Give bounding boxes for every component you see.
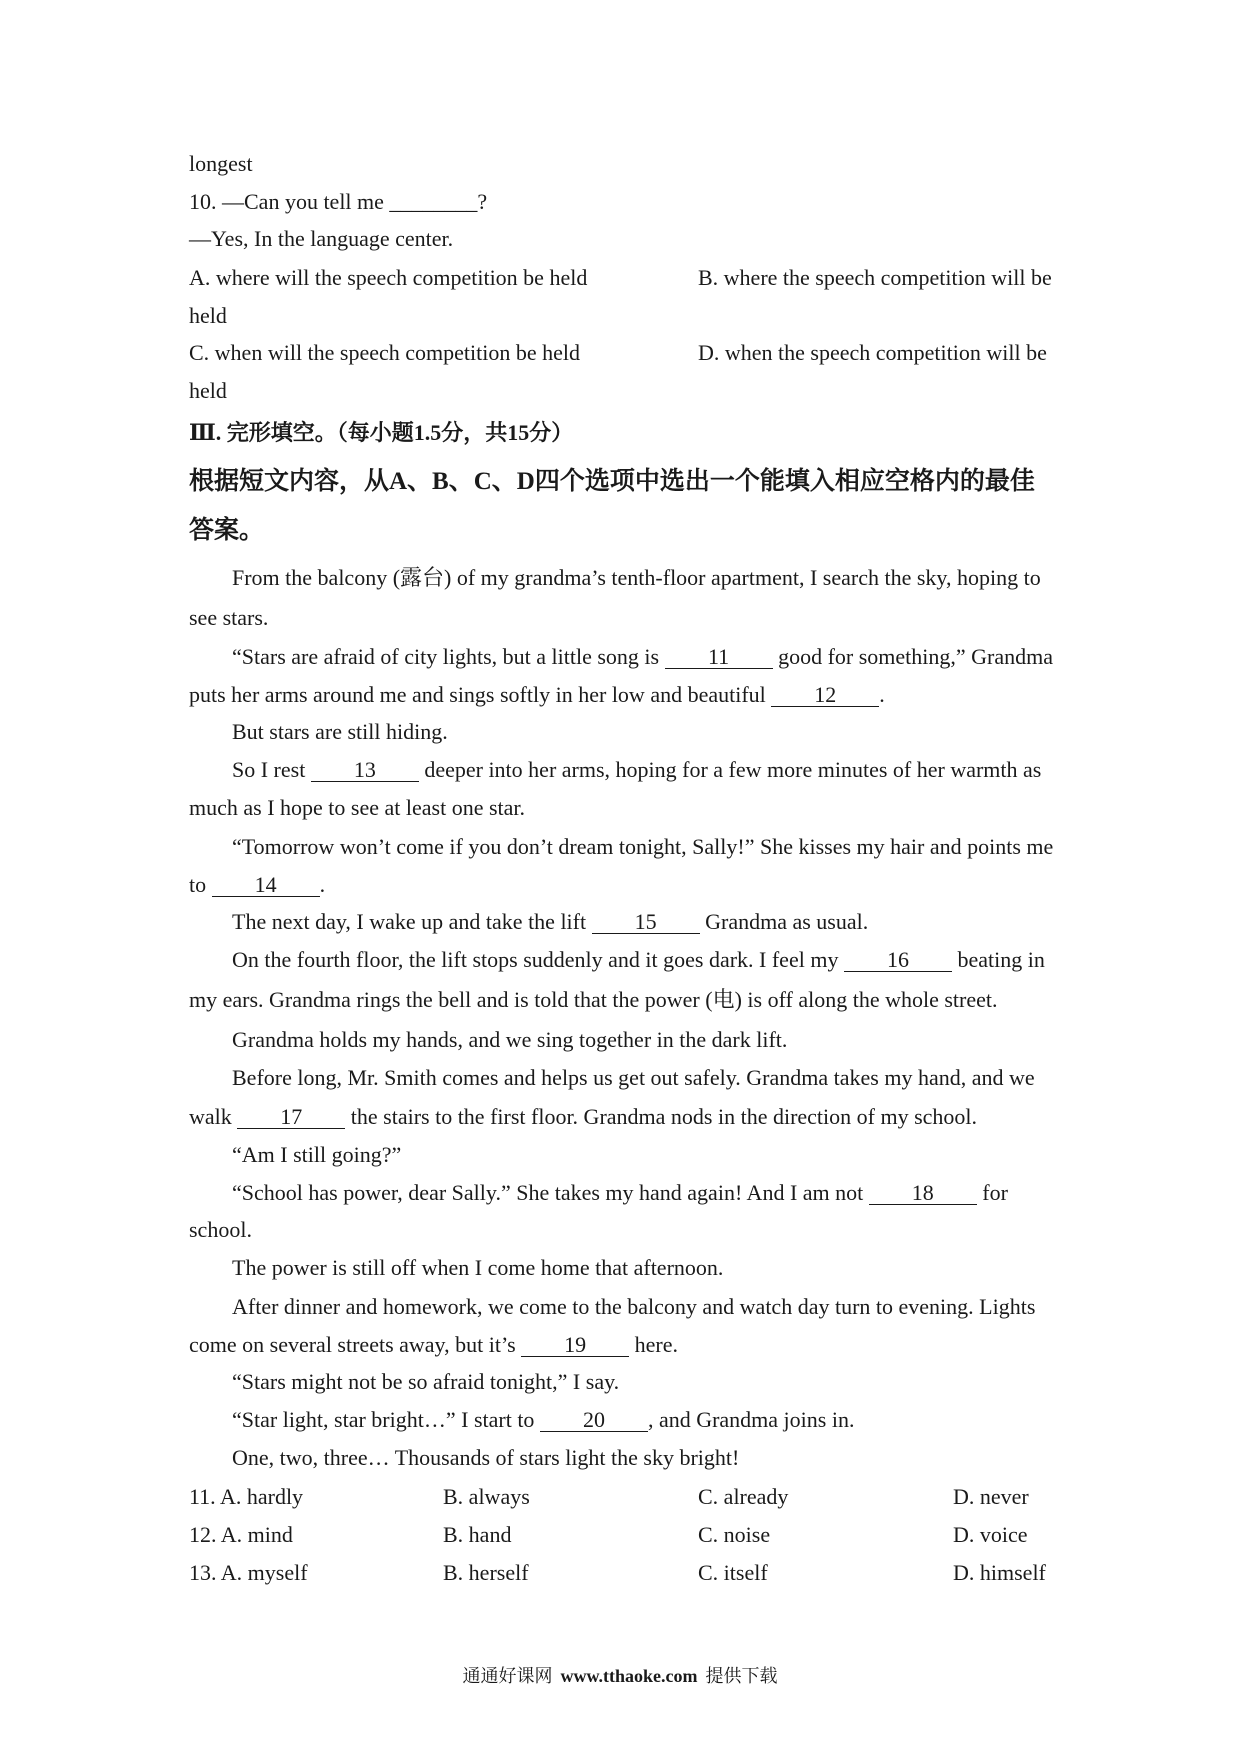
- passage-line: [189, 1326, 678, 1364]
- passage-text: the stairs to the first floor. Grandma nods in the direction of my school.: [345, 1104, 978, 1129]
- passage-line: But stars are still hiding.: [232, 719, 448, 744]
- footer-site-name: 通通好课网: [462, 1666, 553, 1686]
- blank-12: 12: [771, 684, 879, 707]
- passage-text: come on several streets away, but it’s: [189, 1332, 522, 1357]
- passage-line: [189, 866, 325, 904]
- passage-text: “School has power, dear Sally.” She takes my hand again! And I am not: [232, 1180, 869, 1205]
- blank-14: 14: [212, 874, 320, 897]
- passage-text: .: [879, 682, 885, 707]
- choice-12-b: B. hand: [443, 1522, 512, 1547]
- footer-url: www.tthaoke.com: [560, 1666, 698, 1686]
- option-c: C. when will the speech competition be held: [189, 340, 581, 365]
- option-b-line2: held: [189, 303, 227, 328]
- passage-text: good for something,” Grandma: [772, 644, 1054, 669]
- passage-text: here.: [629, 1332, 678, 1357]
- option-a: A. where will the speech competition be held: [189, 265, 588, 290]
- passage-line: [232, 1401, 854, 1439]
- passage-line: my ears. Grandma rings the bell and is told that the power (电) is off along the whole street.: [189, 987, 998, 1012]
- passage-text: On the fourth floor, the lift stops suddenly and it goes dark. I feel my: [232, 947, 844, 972]
- page-footer: [0, 1658, 1240, 1694]
- footer-tagline: 提供下载: [705, 1666, 778, 1686]
- choice-11-d: D. never: [953, 1484, 1029, 1509]
- passage-line: [189, 1098, 977, 1136]
- choice-13-d: D. himself: [953, 1560, 1046, 1585]
- passage-text: for: [976, 1180, 1008, 1205]
- passage-line: After dinner and homework, we come to the balcony and watch day turn to evening. Lights: [232, 1294, 1036, 1319]
- passage-text: The next day, I wake up and take the lift: [232, 909, 592, 934]
- passage-text: deeper into her arms, hoping for a few more minutes of her warmth as: [418, 757, 1042, 782]
- passage-text: .: [319, 872, 326, 897]
- passage-text: beating in: [951, 947, 1045, 972]
- blank-20: 20: [540, 1409, 648, 1432]
- passage-line: [232, 1174, 1008, 1212]
- passage-text: puts her arms around me and sings softly in her low and beautiful: [189, 682, 772, 707]
- choice-11-b: B. always: [443, 1484, 530, 1509]
- blank-13: 13: [311, 759, 419, 782]
- passage-line: see stars.: [189, 605, 269, 630]
- passage-line: [232, 751, 1041, 789]
- passage-line: Before long, Mr. Smith comes and helps us get out safely. Grandma takes my hand, and we: [232, 1065, 1035, 1090]
- blank-15: 15: [592, 911, 700, 934]
- passage-line: school.: [189, 1217, 252, 1242]
- choice-13-c: C. itself: [698, 1560, 768, 1585]
- passage-line: The power is still off when I come home that afternoon.: [232, 1255, 724, 1280]
- choice-12-d: D. voice: [953, 1522, 1028, 1547]
- blank-16: 16: [844, 949, 952, 972]
- blank-17: 17: [237, 1106, 345, 1129]
- option-d-line2: held: [189, 378, 227, 403]
- passage-line: “Am I still going?”: [232, 1142, 402, 1167]
- passage-line: [232, 903, 868, 941]
- blank-11: 11: [665, 646, 773, 669]
- passage-line: “Stars might not be so afraid tonight,” I say.: [232, 1369, 620, 1394]
- passage-line: From the balcony (露台) of my grandma’s tenth-floor apartment, I search the sky, hoping to: [232, 565, 1041, 590]
- previous-option-tail: longest: [189, 151, 253, 176]
- choice-13-b: B. herself: [443, 1560, 529, 1585]
- passage-line: [232, 941, 1045, 979]
- passage-text: Grandma as usual.: [699, 909, 869, 934]
- option-d-line1: D. when the speech competition will be: [698, 340, 1047, 365]
- choice-12-c: C. noise: [698, 1522, 771, 1547]
- question-10-stem: 10. —Can you tell me ________?: [189, 189, 488, 214]
- option-b-line1: B. where the speech competition will be: [698, 265, 1052, 290]
- passage-line: Grandma holds my hands, and we sing together in the dark lift.: [232, 1027, 788, 1052]
- passage-line: [232, 638, 1053, 676]
- passage-line: “Tomorrow won’t come if you don’t dream tonight, Sally!” She kisses my hair and points me: [232, 834, 1054, 859]
- choice-12-a: 12. A. mind: [189, 1522, 293, 1547]
- passage-text: to: [189, 872, 212, 897]
- section-instruction-line1: 根据短文内容，从A、B、C、D四个选项中选出一个能填入相应空格内的最佳: [189, 468, 1035, 495]
- passage-text: walk: [189, 1104, 238, 1129]
- passage-line: much as I hope to see at least one star.: [189, 795, 526, 820]
- choice-11-a: 11. A. hardly: [189, 1484, 304, 1509]
- passage-line: One, two, three… Thousands of stars light the sky bright!: [232, 1445, 740, 1470]
- blank-19: 19: [521, 1334, 629, 1357]
- passage-text: “Star light, star bright…” I start to: [232, 1407, 540, 1432]
- question-10-reply: —Yes, In the language center.: [189, 226, 454, 251]
- choice-11-c: C. already: [698, 1484, 789, 1509]
- passage-text: “Stars are afraid of city lights, but a little song is: [232, 644, 665, 669]
- passage-text: , and Grandma joins in.: [647, 1407, 855, 1432]
- passage-text: So I rest: [232, 757, 311, 782]
- blank-18: 18: [869, 1182, 977, 1205]
- choice-13-a: 13. A. myself: [189, 1560, 308, 1585]
- section-heading: Ⅲ. 完形填空。（每小题1.5分，共15分）: [189, 420, 574, 445]
- section-instruction-line2: 答案。: [189, 517, 265, 544]
- passage-line: [189, 676, 885, 714]
